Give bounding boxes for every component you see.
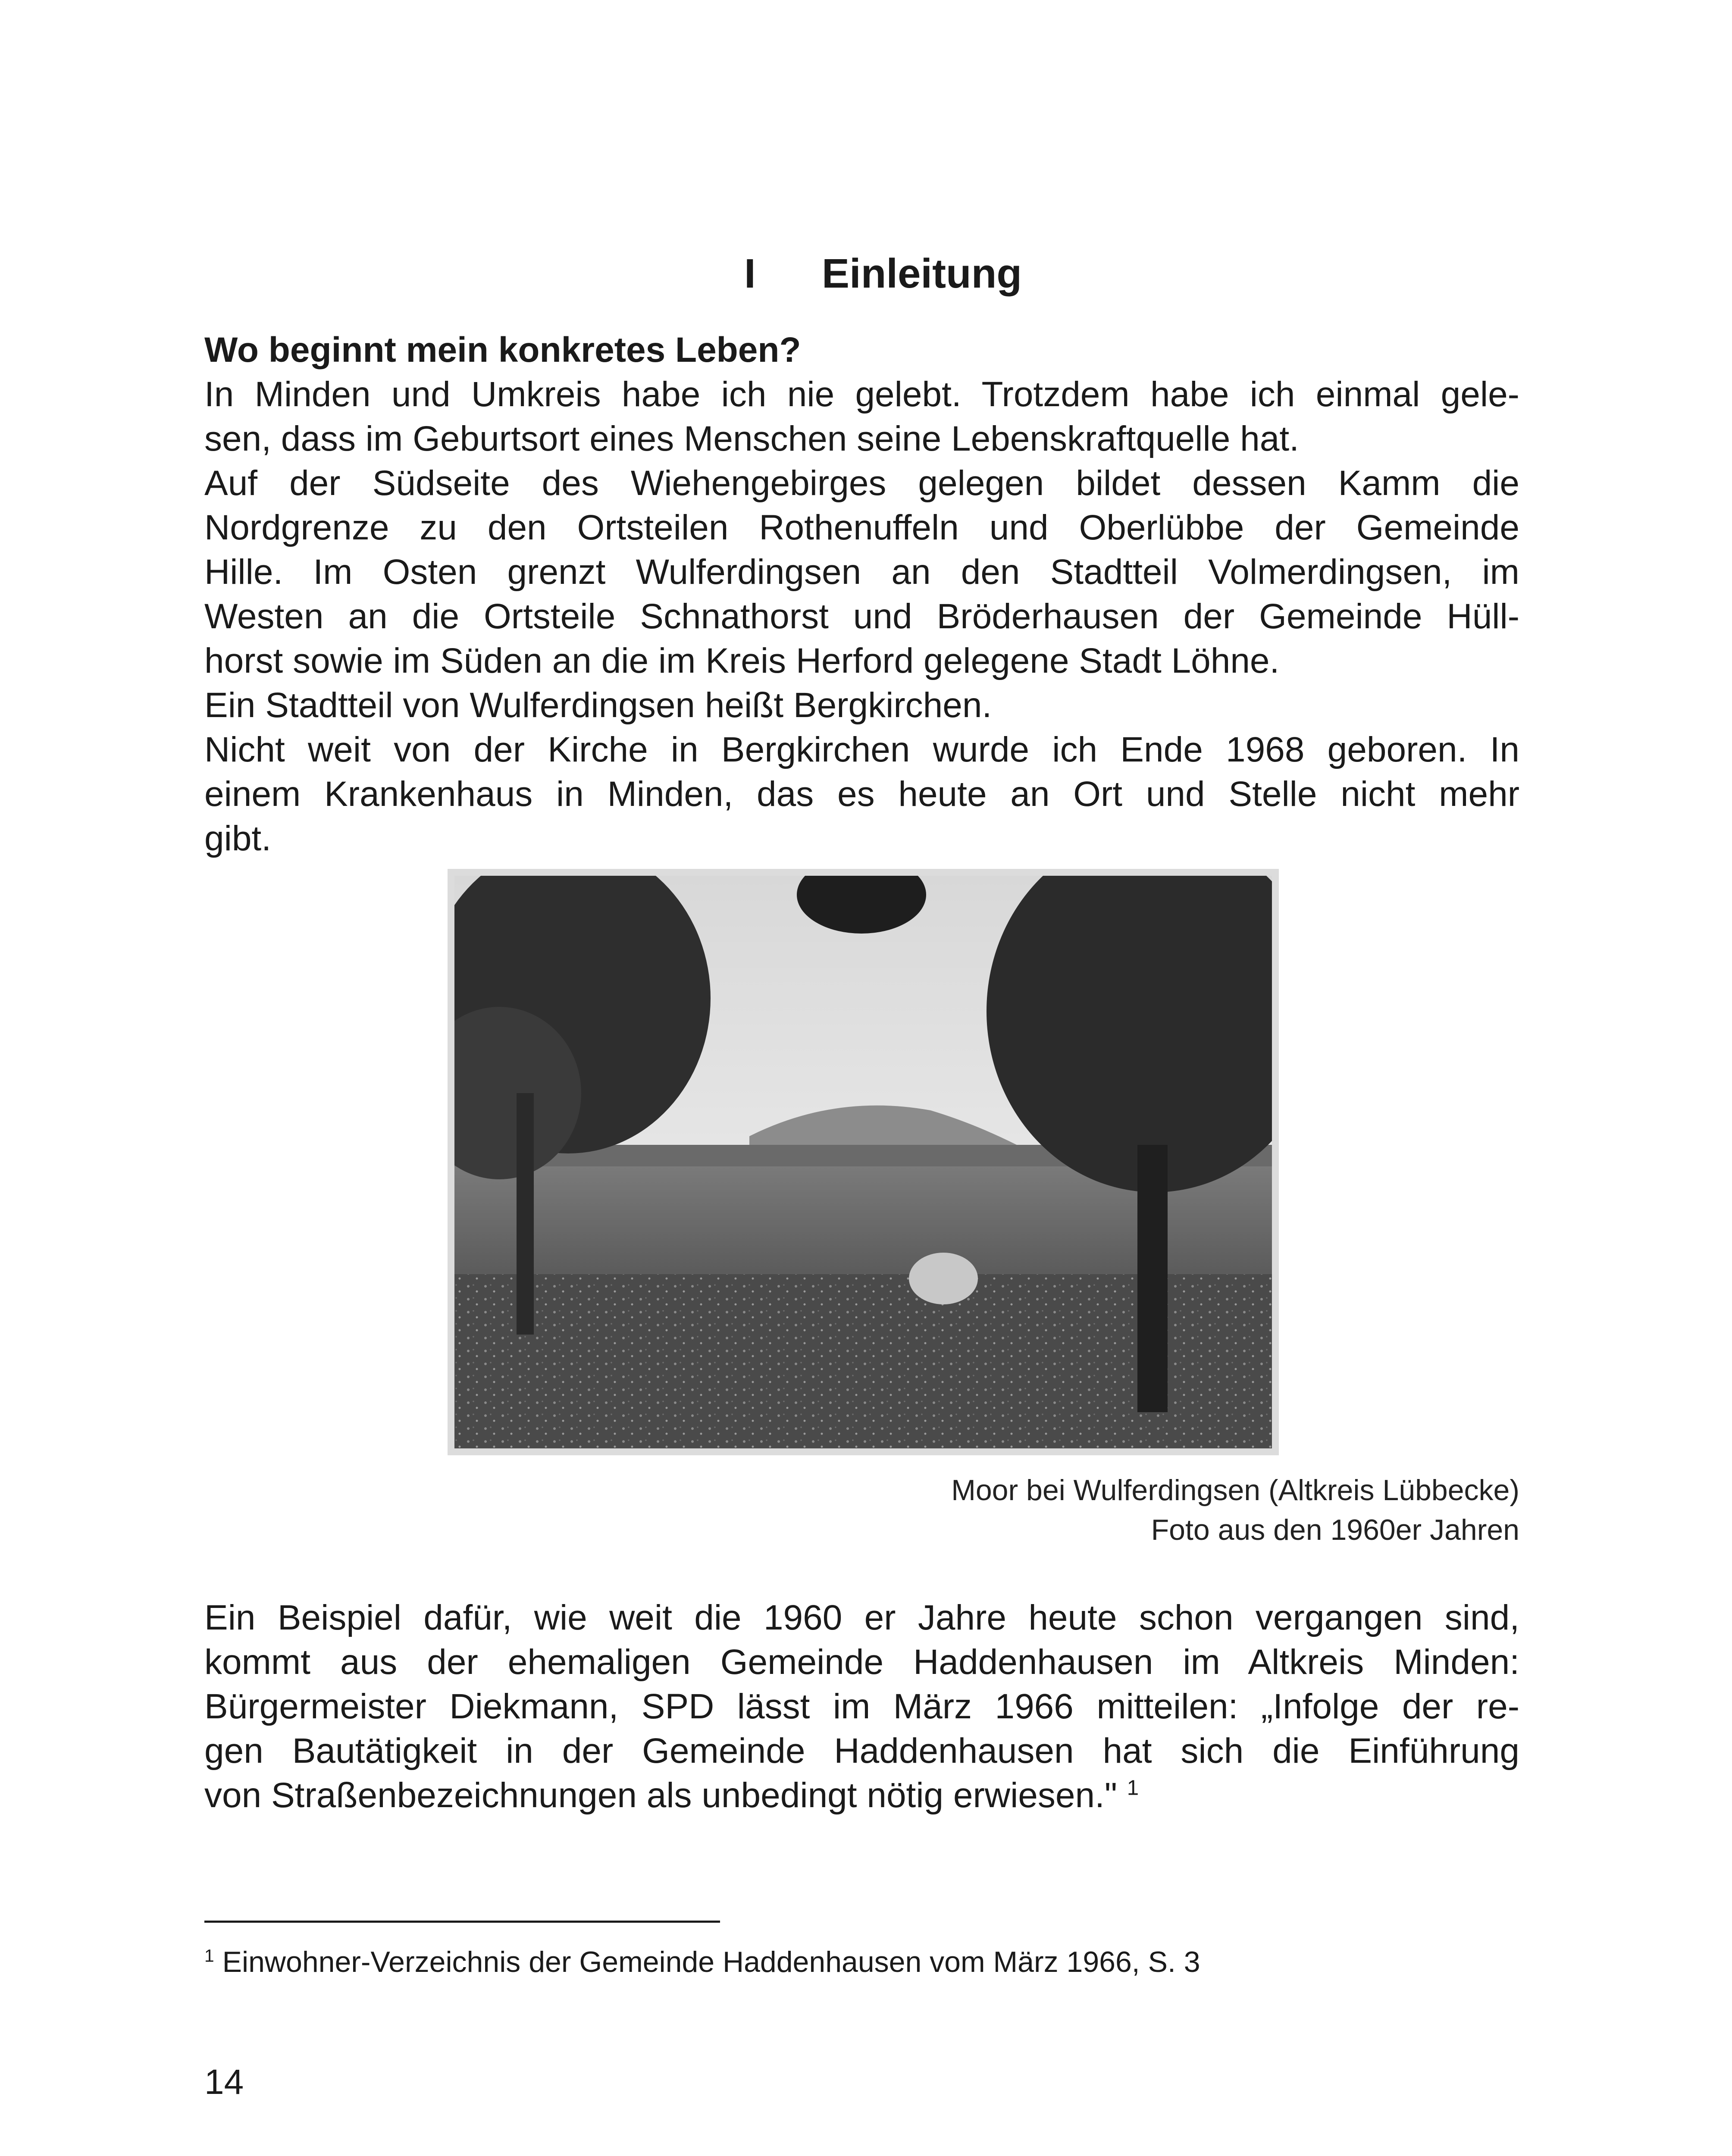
paragraph-line: Ein Stadtteil von Wulferdingsen heißt Bergkirchen. (204, 686, 992, 725)
paragraph-line: Bürgermeister Diekmann, SPD lässt im März 1966 mitteilen: „Infolge der re- (204, 1687, 1519, 1726)
chapter-title (744, 250, 1022, 298)
paragraph-line: Ein Beispiel dafür, wie weit die 1960 er Jahre heute schon vergangen sind, (204, 1598, 1519, 1637)
paragraph-line: kommt aus der ehemaligen Gemeinde Haddenhausen im Altkreis Minden: (204, 1642, 1519, 1682)
landscape-photo (448, 869, 1279, 1455)
footnote-mark: 1 (204, 1946, 214, 1966)
footnote-reference[interactable]: 1 (1127, 1776, 1139, 1800)
paragraph-line: Hille. Im Osten grenzt Wulferdingsen an den Stadtteil Volmerdingsen, im (204, 552, 1519, 592)
paragraph-line: sen, dass im Geburtsort eines Menschen seine Lebenskraftquelle hat. (204, 419, 1299, 458)
paragraph-line: In Minden und Umkreis habe ich nie gelebt. Trotzdem habe ich einmal gele- (204, 375, 1519, 414)
paragraph-line: horst sowie im Süden an die im Kreis Herford gelegene Stadt Löhne. (204, 641, 1280, 680)
paragraph-line: Nordgrenze zu den Ortsteilen Rothenuffeln und Oberlübbe der Gemeinde (204, 508, 1519, 547)
paragraph-line: gen Bautätigkeit in der Gemeinde Haddenhausen hat sich die Einführung (204, 1731, 1519, 1771)
footnote (204, 1943, 1200, 1981)
paragraph-line: Westen an die Ortsteile Schnathorst und Bröderhausen der Gemeinde Hüll- (204, 597, 1519, 636)
paragraph-line: Nicht weit von der Kirche in Bergkirchen wurde ich Ende 1968 geboren. In (204, 730, 1519, 769)
paragraph-line: gibt. (204, 819, 271, 858)
paragraph-line: einem Krankenhaus in Minden, das es heute an Ort und Stelle nicht mehr (204, 774, 1519, 814)
intro-section (204, 328, 1519, 861)
section-heading: Wo beginnt mein konkretes Leben? (204, 330, 801, 370)
footnote-separator (204, 1921, 720, 1923)
paragraph-line-text: von Straßenbezeichnungen als unbedingt nötig erwiesen." (204, 1776, 1117, 1815)
footnote-text: Einwohner-Verzeichnis der Gemeinde Haddenhausen vom März 1966, S. 3 (222, 1946, 1200, 1978)
page-number: 14 (204, 2062, 244, 2102)
body-section (204, 1595, 1519, 1818)
paragraph-line: Auf der Südseite des Wiehengebirges gelegen bildet dessen Kamm die (204, 464, 1519, 503)
chapter-title-text: Einleitung (822, 251, 1022, 297)
photo-caption-line-2: Foto aus den 1960er Jahren (1151, 1514, 1519, 1546)
chapter-number: I (744, 251, 756, 297)
paragraph-line (204, 1773, 1519, 1818)
photo-caption-line-1: Moor bei Wulferdingsen (Altkreis Lübbecke) (951, 1474, 1519, 1507)
